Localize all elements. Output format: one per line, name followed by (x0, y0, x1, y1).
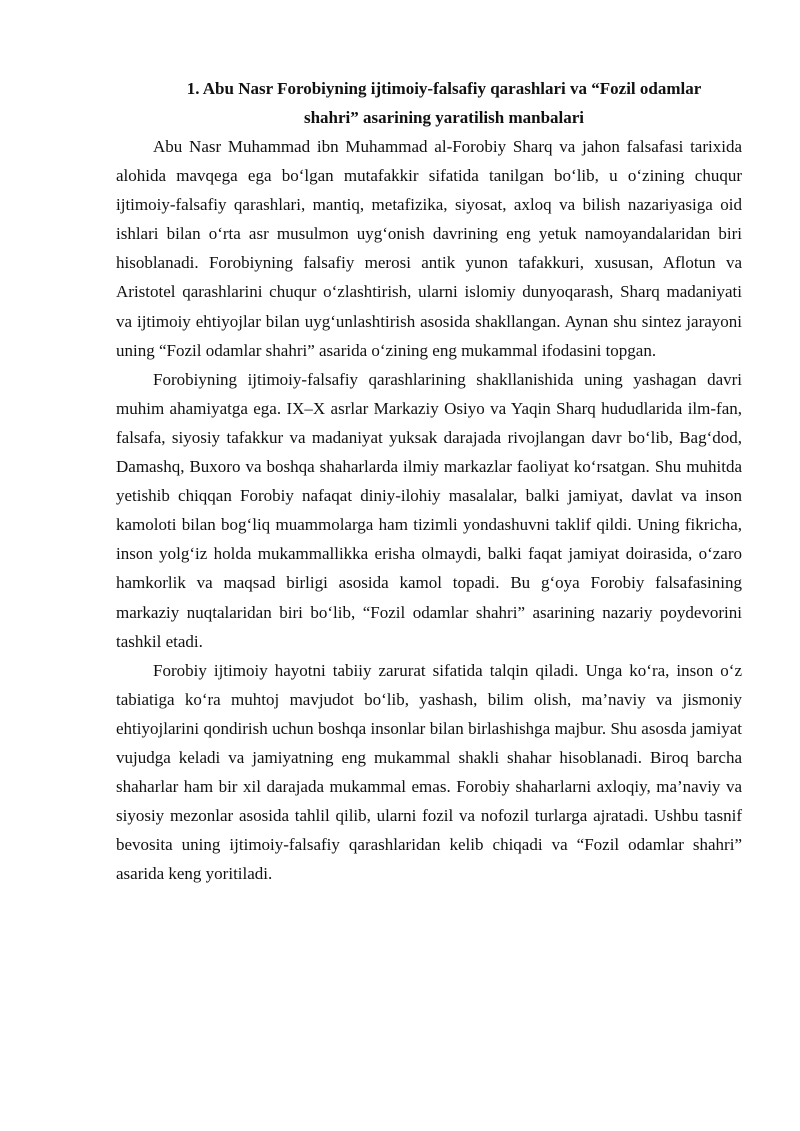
section-heading-line-1: 1. Abu Nasr Forobiyning ijtimoiy-falsafiy qarashlari va “Fozil odamlar (186, 79, 702, 98)
paragraph-1: Abu Nasr Muhammad ibn Muhammad al-Forobiy Sharq va jahon falsafasi tarixida alohida mavqega ega bo‘lgan mutafakkir sifatida tanilgan bo‘lib, u o‘zining chuqur ijtimoiy-falsafiy qarashlari, mantiq, metafizika, siyosat, axloq va bilish nazariyasiga oid ishlari bilan o‘rta asr musulmon uyg‘onish davrining eng yetuk namoyandalaridan biri hisoblanadi. Forobiyning falsafiy merosi antik yunon tafakkuri, xususan, Aflotun va Aristotel qarashlarini chuqur o‘zlashtirish, ularni islomiy dunyoqarash, Sharq madaniyati va ijtimoiy ehtiyojlar bilan uyg‘unlashtirish asosida shakllangan. Aynan shu sintez jarayoni uning “Fozil odamlar shahri” asarida o‘zining eng mukammal ifodasini topgan. (116, 137, 742, 360)
section-heading-line-2: shahri” asarining yaratilish manbalari (303, 108, 585, 127)
document-page (116, 74, 742, 888)
section-heading (116, 74, 742, 132)
paragraph-2: Forobiyning ijtimoiy-falsafiy qarashlarining shakllanishida uning yashagan davri muhim ahamiyatga ega. IX–X asrlar Markaziy Osiyo va Yaqin Sharq hududlarida ilm-fan, falsafa, siyosiy tafakkur va madaniyat yuksak darajada rivojlangan davr bo‘lib, Bag‘dod, Damashq, Buxoro va boshqa shaharlarda ilmiy markazlar faoliyat ko‘rsatgan. Shu muhitda yetishib chiqqan Forobiy nafaqat diniy-ilohiy masalalar, balki jamiyat, davlat va inson kamoloti bilan bog‘liq muammolarga ham tizimli yondashuvni taklif qildi. Uning fikricha, inson yolg‘iz holda mukammallikka erisha olmaydi, balki faqat jamiyat doirasida, o‘zaro hamkorlik va maqsad birligi asosida kamol topadi. Bu g‘oya Forobiy falsafasining markaziy nuqtalaridan biri bo‘lib, “Fozil odamlar shahri” asarining nazariy poydevorini tashkil etadi. (116, 369, 742, 651)
paragraph-3: Forobiy ijtimoiy hayotni tabiiy zarurat sifatida talqin qiladi. Unga ko‘ra, inson o‘z tabiatiga ko‘ra muhtoj mavjudot bo‘lib, yashash, bilim olish, ma’naviy va jismoniy ehtiyojlarini qondirish uchun boshqa insonlar bilan birlashishga majbur. Shu asosda jamiyat vujudga keladi va jamiyatning eng mukammal shakli shahar hisoblanadi. Biroq barcha shaharlar ham bir xil darajada mukammal emas. Forobiy shaharlarni axloqiy, ma’naviy va siyosiy mezonlar asosida tahlil qilib, ularni fozil va nofozil turlarga ajratadi. Ushbu tasnif bevosita uning ijtimoiy-falsafiy qarashlaridan kelib chiqadi va “Fozil odamlar shahri” asarida keng yoritiladi. (116, 660, 742, 884)
